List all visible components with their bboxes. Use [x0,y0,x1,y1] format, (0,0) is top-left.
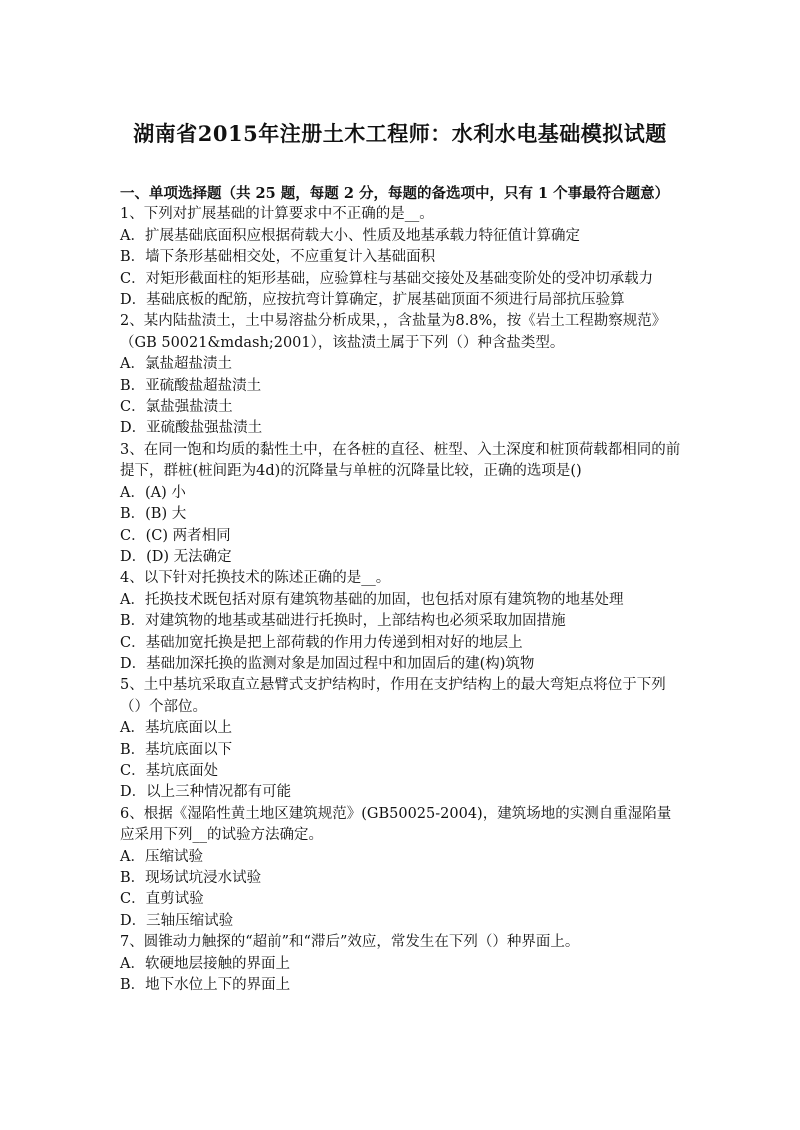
question-4 [120,568,685,675]
option-b: B．对建筑物的地基或基础进行托换时，上部结构也必须采取加固措施 [120,613,566,630]
question-text: 4、以下针对托换技术的陈述正确的是__。 [120,570,391,587]
option-a: A．托换技术既包括对原有建筑物基础的加固，也包括对原有建筑物的地基处理 [120,591,624,608]
option-d: D．以上三种情况都有可能 [120,784,292,801]
option-b: B．地下水位上下的界面上 [120,977,291,994]
option-c: C．基坑底面处 [120,762,219,779]
option-c: C．(C) 两者相同 [120,527,231,544]
option-c: C．直剪试验 [120,891,204,908]
question-2 [120,311,685,439]
question-text: 3、在同一饱和均质的黏性土中，在各桩的直径、桩型、入土深度和桩顶荷载都相同的前提下，群桩(桩间距为4d)的沉降量与单桩的沉降量比较，正确的选项是() [120,441,681,480]
option-c: C．氯盐强盐渍土 [120,399,233,416]
option-d: D．基础底板的配筋，应按抗弯计算确定，扩展基础顶面不须进行局部抗压验算 [120,292,625,309]
option-b: B．基坑底面以下 [120,741,233,758]
option-a: A．软硬地层接触的界面上 [120,955,290,972]
question-text: 2、某内陆盐渍土，土中易溶盐分析成果，，含盐量为8.8%，按《岩土工程勘察规范》（GB 50021&mdash;2001），该盐渍土属于下列（）种含盐类型。 [120,313,667,351]
document-body [120,183,685,996]
option-d: D．三轴压缩试验 [120,912,234,929]
option-a: A．(A) 小 [120,484,186,501]
option-b: B．墙下条形基础相交处，不应重复计入基础面积 [120,249,436,266]
option-d: D．基础加深托换的监测对象是加固过程中和加固后的建(构)筑物 [120,655,535,672]
question-6 [120,804,685,932]
option-c: C．对矩形截面柱的矩形基础，应验算柱与基础交接处及基础变阶处的受冲切承载力 [120,270,654,287]
question-text: 6、根据《湿陷性黄土地区建筑规范》(GB50025-2004)，建筑场地的实测自重湿陷量应采用下列__的试验方法确定。 [120,805,672,844]
option-d: D．亚硫酸盐强盐渍土 [120,420,263,437]
option-c: C．基础加宽托换是把上部荷载的作用力传递到相对好的地层上 [120,634,523,651]
option-d: D．(D) 无法确定 [120,548,232,565]
section-heading: 一、单项选择题（共 25 题，每题 2 分，每题的备选项中，只有 1 个事最符合题意） [120,185,670,202]
option-a: A．基坑底面以上 [120,720,232,737]
question-7 [120,932,685,996]
option-b: B．(B) 大 [120,506,187,523]
option-a: A．氯盐超盐渍土 [120,356,232,373]
question-text: 1、下列对扩展基础的计算要求中不正确的是__。 [120,206,434,223]
option-a: A．压缩试验 [120,848,203,865]
question-1 [120,204,685,311]
question-3 [120,440,685,568]
question-5 [120,675,685,803]
question-text: 7、圆锥动力触探的“超前”和“滞后”效应，常发生在下列（）种界面上。 [120,934,580,951]
option-b: B．现场试坑浸水试验 [120,870,262,886]
document-title: 湖南省2015年注册土木工程师：水利水电基础模拟试题 [133,121,667,146]
option-b: B．亚硫酸盐超盐渍土 [120,377,262,394]
question-text: 5、土中基坑采取直立悬臂式支护结构时，作用在支护结构上的最大弯矩点将位于下列（）个部位。 [120,677,666,715]
option-a: A．扩展基础底面积应根据荷载大小、性质及地基承载力特征值计算确定 [120,227,580,244]
